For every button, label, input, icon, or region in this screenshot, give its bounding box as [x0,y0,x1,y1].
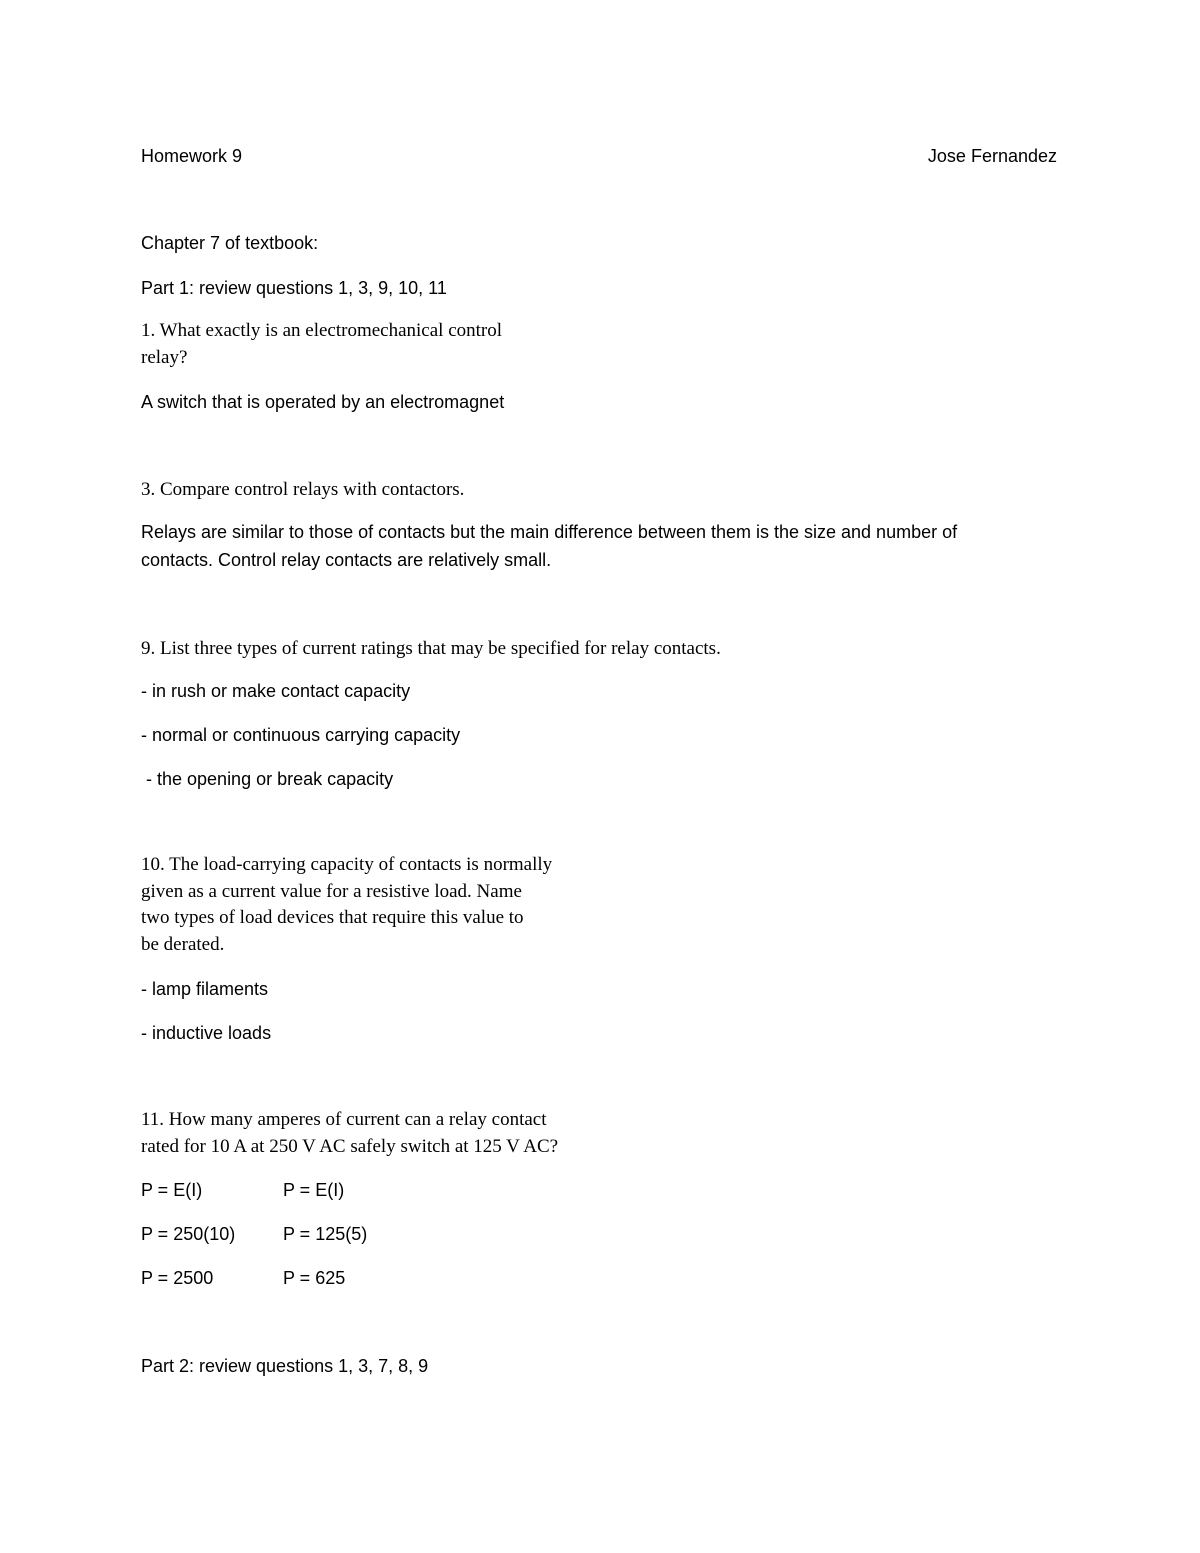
q11-calc-left-3: P = 2500 [141,1268,214,1288]
q10-item-2: - inductive loads [141,1023,272,1043]
q10-text-line1: 10. The load-carrying capacity of contacts is normally [141,854,553,875]
chapter-heading: Chapter 7 of textbook: [141,233,319,253]
q9-item-1: - in rush or make contact capacity [141,681,411,701]
q11-text-line2: rated for 10 A at 250 V AC safely switch at 125 V AC? [141,1136,559,1157]
q11-calc-right-3: P = 625 [283,1268,346,1288]
q1-text-line2: relay? [141,347,188,368]
q3-answer-line2: contacts. Control relay contacts are relatively small. [141,550,552,570]
q3-text: 3. Compare control relays with contactors. [141,479,465,500]
q1-text-line1: 1. What exactly is an electromechanical control [141,320,503,341]
q11-text-line1: 11. How many amperes of current can a relay contact [141,1109,547,1130]
q11-calc-right-1: P = E(I) [283,1180,345,1200]
q3-answer-line1: Relays are similar to those of contacts but the main difference between them is the size and number of [141,522,958,542]
q9-item-3: - the opening or break capacity [141,769,394,789]
q10-text-line3: two types of load devices that require this value to [141,907,524,928]
q10-item-1: - lamp filaments [141,979,269,999]
q11-calc-left-2: P = 250(10) [141,1224,236,1244]
document-title: Homework 9 [141,146,243,166]
q11-calc-left-1: P = E(I) [141,1180,203,1200]
q10-text-line2: given as a current value for a resistive load. Name [141,881,522,902]
q10-text-line4: be derated. [141,934,225,955]
part1-heading: Part 1: review questions 1, 3, 9, 10, 11 [141,278,447,298]
q9-item-2: - normal or continuous carrying capacity [141,725,461,745]
q1-answer: A switch that is operated by an electromagnet [141,392,505,412]
author-name: Jose Fernandez [927,146,1057,166]
q11-calc-right-2: P = 125(5) [283,1224,368,1244]
part2-heading: Part 2: review questions 1, 3, 7, 8, 9 [141,1356,429,1376]
q9-text: 9. List three types of current ratings that may be specified for relay contacts. [141,638,721,659]
